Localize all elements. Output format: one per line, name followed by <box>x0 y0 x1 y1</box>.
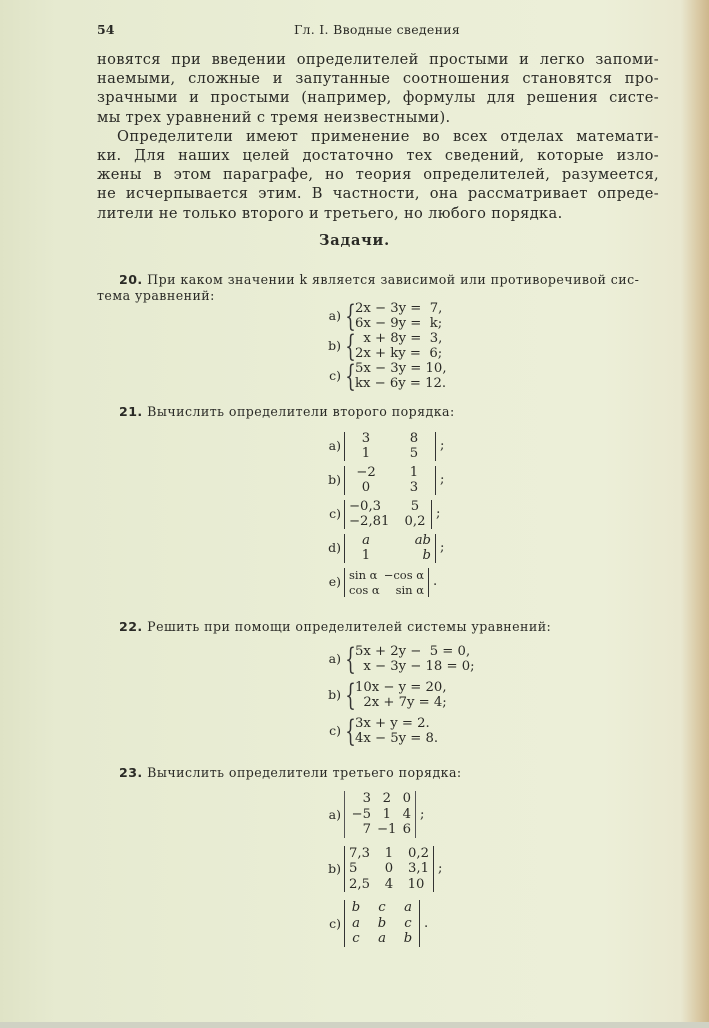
item-label: a) <box>328 308 341 324</box>
item-label: d) <box>328 540 341 556</box>
item-label: c) <box>329 506 341 522</box>
problem-21-statement <box>97 404 657 420</box>
problem-text: Вычислить определители второго порядка: <box>147 404 455 419</box>
text-line: жены в этом параграфе, но теория определителей, разумеется, <box>97 166 659 184</box>
text-line: зрачными и простыми (например, формулы для решения систе- <box>97 89 659 107</box>
item-label: c) <box>329 723 341 739</box>
matrix-cell: 3 <box>409 479 419 495</box>
left-brace-icon: { <box>345 641 356 677</box>
text-line: наемыми, сложные и запутанные соотношения становятся про- <box>97 70 659 88</box>
item-label: b) <box>328 861 341 876</box>
matrix-cell: −2,81 <box>349 513 390 529</box>
page-bottom-edge <box>0 1022 709 1028</box>
problem-22-statement <box>97 619 657 635</box>
problem-number: 23. <box>119 765 143 780</box>
matrix-cell: 5 <box>410 499 420 514</box>
determinant-a <box>325 432 444 461</box>
section-title: Задачи. <box>319 232 390 249</box>
problem-20-systems <box>325 298 447 394</box>
problem-23-determinants <box>325 791 442 952</box>
matrix-cell: −cos α <box>383 568 425 582</box>
matrix-cell: 2 <box>382 791 391 806</box>
punctuation: . <box>424 915 429 931</box>
matrix-cell: a <box>352 915 360 931</box>
matrix-cell: b <box>422 547 431 563</box>
matrix-cell: a <box>378 931 386 946</box>
matrix-cell: 1 <box>384 845 394 861</box>
punctuation: . <box>433 574 438 590</box>
punctuation: ; <box>440 438 445 454</box>
text-line: лители не только второго и третьего, но любого порядка. <box>97 204 563 222</box>
item-label: a) <box>328 806 341 822</box>
item-label: b) <box>328 687 341 703</box>
item-label: a) <box>328 438 341 454</box>
matrix-cell: 7,3 <box>349 845 370 861</box>
left-brace-icon: { <box>345 677 356 713</box>
equation: 2x + ky = 6; <box>355 345 443 361</box>
matrix-cell: c <box>404 915 412 931</box>
equation: kx − 6y = 12. <box>355 375 447 391</box>
matrix <box>344 568 429 597</box>
matrix <box>344 534 436 563</box>
problem-21-determinants <box>325 432 444 602</box>
left-brace-icon: { <box>345 328 356 364</box>
matrix-cell: cos α <box>349 582 380 597</box>
paragraph-1 <box>97 50 659 127</box>
matrix-cell: 0,2 <box>404 513 426 529</box>
matrix-cell: b <box>403 931 413 946</box>
matrix-cell: 4 <box>384 876 394 892</box>
text-line: мы трех уравнений с тремя неизвестными). <box>97 108 451 126</box>
matrix-cell: −1 <box>377 822 397 837</box>
item-label: c) <box>329 368 341 384</box>
determinant-e <box>325 568 444 597</box>
system-b <box>325 328 447 364</box>
item-label: a) <box>328 651 341 667</box>
problem-text: Решить при помощи определителей системы уравнений: <box>147 619 552 634</box>
matrix-cell: 1 <box>409 465 419 480</box>
determinant-d <box>325 534 444 563</box>
text-line: Определители имеют применение во всех отделах математи- <box>117 127 659 145</box>
matrix-cell: 6 <box>402 822 411 837</box>
system-c <box>325 713 475 749</box>
matrix-cell: −5 <box>351 806 371 822</box>
system-c <box>325 358 447 394</box>
matrix-cell: b <box>351 900 361 915</box>
matrix-cell: 3 <box>361 431 371 446</box>
problem-number: 20. <box>119 272 143 287</box>
equation: 2x + 7y = 4; <box>355 694 447 710</box>
determinant-a <box>325 791 442 838</box>
equation: 6x − 9y = k; <box>355 315 443 331</box>
matrix <box>344 466 436 495</box>
matrix-cell: 8 <box>409 431 419 446</box>
problem-text-cont: тема уравнений: <box>97 288 215 303</box>
punctuation: ; <box>420 806 425 822</box>
equation: 3x + y = 2. <box>355 716 430 731</box>
problem-text: При каком значении k является зависимой или противоречивой сис- <box>147 272 640 287</box>
equation: x − 3y − 18 = 0; <box>355 658 475 674</box>
matrix <box>344 846 434 893</box>
problem-20-statement <box>97 272 657 304</box>
matrix-cell: a <box>362 533 370 548</box>
item-label: e) <box>328 574 341 590</box>
matrix-cell: −2 <box>356 465 376 480</box>
matrix-cell: b <box>377 915 387 931</box>
determinant-b <box>325 846 442 893</box>
matrix-cell: 5 <box>349 861 358 876</box>
determinant-c <box>325 900 442 947</box>
item-label: b) <box>328 338 341 354</box>
matrix <box>344 500 432 529</box>
matrix-cell: 3,1 <box>408 861 429 876</box>
system-b <box>325 677 475 713</box>
punctuation: ; <box>440 472 445 488</box>
matrix-cell: c <box>378 900 386 915</box>
problem-number: 22. <box>119 619 143 634</box>
punctuation: ; <box>438 861 443 876</box>
determinant-c <box>325 500 444 529</box>
matrix-cell: c <box>352 931 360 946</box>
matrix-cell: sin α <box>395 582 425 597</box>
system-a <box>325 641 475 677</box>
matrix-cell: 2,5 <box>349 876 370 892</box>
running-head <box>97 22 657 40</box>
problem-23-statement <box>97 765 657 781</box>
equation: 10x − y = 20, <box>355 680 447 695</box>
matrix-cell: 0 <box>361 479 371 495</box>
system-a <box>325 298 447 334</box>
left-brace-icon: { <box>345 358 356 394</box>
page-number: 54 <box>97 22 115 37</box>
matrix-cell: ab <box>414 533 431 548</box>
equation: 5x + 2y − 5 = 0, <box>355 644 471 659</box>
matrix <box>344 791 416 838</box>
equation: x + 8y = 3, <box>355 331 443 346</box>
text-line: не исчерпывается этим. В частности, она рассматривает опреде- <box>97 185 659 203</box>
punctuation: ; <box>436 506 441 522</box>
punctuation: ; <box>440 540 445 556</box>
left-brace-icon: { <box>345 298 356 334</box>
problem-22-systems <box>325 641 475 749</box>
matrix-cell: 1 <box>361 445 371 461</box>
item-label: b) <box>328 472 341 488</box>
matrix-cell: sin α <box>349 568 378 582</box>
matrix <box>344 900 420 947</box>
matrix-cell: 5 <box>409 445 419 461</box>
intro-text <box>97 50 659 223</box>
matrix-cell: a <box>404 900 412 915</box>
matrix-cell: 3 <box>362 791 371 806</box>
equation: 2x − 3y = 7, <box>355 301 443 316</box>
paragraph-2 <box>97 127 659 223</box>
problem-text: Вычислить определители третьего порядка: <box>147 765 462 780</box>
equation: 5x − 3y = 10, <box>355 361 447 376</box>
matrix-cell: 0,2 <box>408 845 429 861</box>
chapter-title: Гл. I. Вводные сведения <box>293 22 461 37</box>
left-brace-icon: { <box>345 713 356 749</box>
matrix-cell: 4 <box>402 806 411 822</box>
determinant-b <box>325 466 444 495</box>
matrix-cell: 0 <box>384 861 394 876</box>
matrix-cell: 10 <box>407 876 425 892</box>
matrix-cell: −0,3 <box>349 499 382 514</box>
matrix-cell: 1 <box>361 547 371 563</box>
text-line: ки. Для наших целей достаточно тех сведений, которые изло- <box>97 147 659 165</box>
matrix-cell: 1 <box>382 806 391 822</box>
equation: 4x − 5y = 8. <box>355 730 439 746</box>
matrix <box>344 432 436 461</box>
problem-number: 21. <box>119 404 143 419</box>
text-line: новятся при введении определителей простыми и легко запоми- <box>97 51 659 68</box>
matrix-cell: 7 <box>362 822 371 837</box>
item-label: c) <box>329 915 341 931</box>
matrix-cell: 0 <box>402 791 411 806</box>
